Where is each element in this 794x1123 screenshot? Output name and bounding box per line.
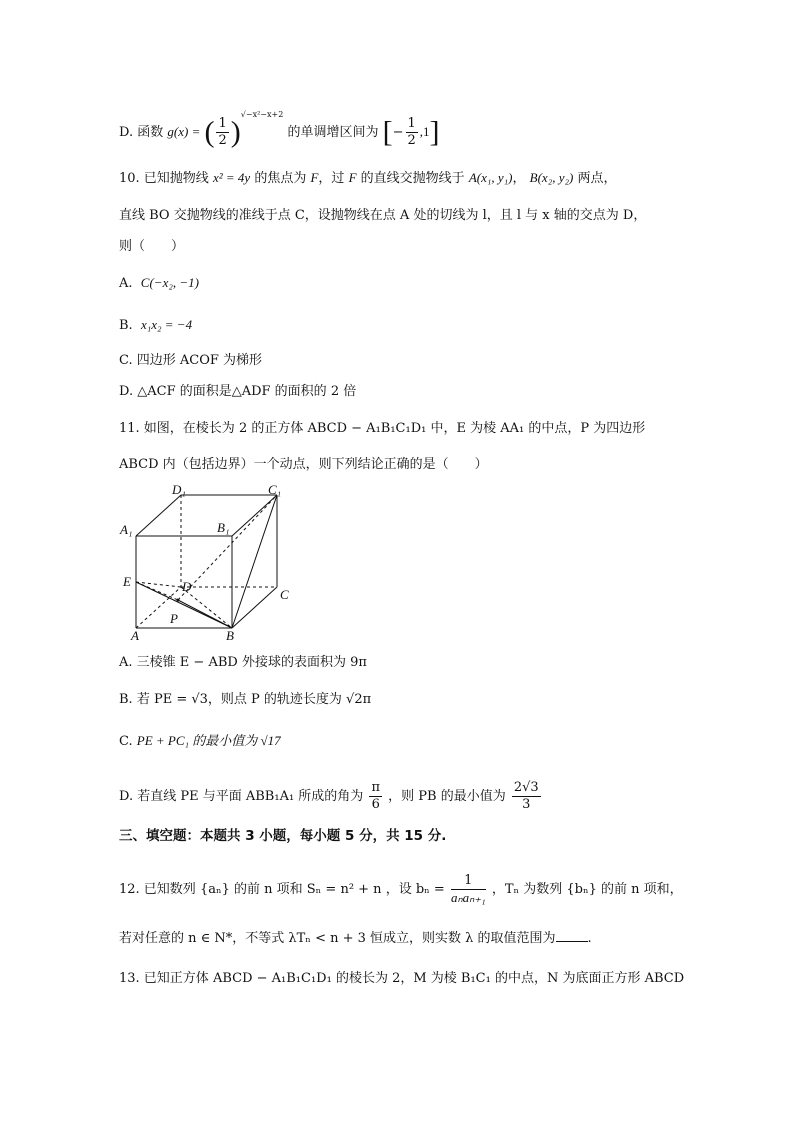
q12-stem-line1: [119, 873, 683, 906]
q9-interval-fraction: $\frac{1}{2}$: [407, 116, 416, 148]
q10-option-c: [119, 351, 262, 371]
q11-option-a: [119, 653, 367, 673]
q10-option-d: [119, 382, 356, 402]
label-a1: A₁: [120, 522, 133, 537]
q10-text-d: 的直线交抛物线于: [360, 171, 465, 186]
q11-option-b: [119, 690, 371, 710]
q12-stem-line2: [119, 929, 592, 949]
q9-interval-end: ,1: [419, 124, 430, 139]
right-paren: ): [230, 115, 241, 149]
q10-stem-line1: 10. 已知抛物线 x² = 4y 的焦点为 F，过 F 的直线交抛物线于 A(x₁, y₁)， B(x₂, y₂) 两点，: [119, 170, 617, 186]
q10-option-b: [119, 315, 192, 336]
q11-option-c-text: PE + PC₁ 的最小值为 √17: [136, 733, 281, 748]
q10-text-a: 10. 已知抛物线: [119, 171, 209, 186]
q11-min-fraction: [512, 780, 541, 813]
hidden-segment-ep: [136, 582, 178, 600]
q9-option-d: [119, 109, 440, 149]
label-c1: C₁: [268, 482, 282, 497]
q10-option-a-label: A.: [119, 276, 133, 291]
q10-option-a: [119, 273, 199, 294]
label-a: A: [131, 628, 139, 643]
q10-point-a: A(x₁, y₁): [468, 170, 513, 185]
q11-option-a-text: 三棱锥 E − ABD 外接球的表面积为 9π: [136, 655, 367, 670]
q12-fraction: [451, 873, 486, 906]
q11-angle-fraction: [369, 780, 382, 813]
q10-option-d-text: △ACF 的面积是△ADF 的面积的 2 倍: [137, 384, 357, 399]
section-3-title: 三、填空题：本题共 3 小题，每小题 5 分，共 15 分.: [119, 828, 447, 844]
q11-option-b-label: B.: [119, 692, 133, 707]
q11-option-c-label: C.: [119, 734, 133, 749]
q10-focus-2: F: [348, 170, 357, 185]
label-b: B: [226, 628, 234, 643]
label-e: E: [123, 574, 131, 589]
q9-interval-neg: −: [392, 125, 404, 140]
min-denominator: 3: [522, 797, 531, 812]
q10-option-c-text: 四边形 ACOF 为梯形: [136, 353, 263, 368]
q10-text-b: 的焦点为: [254, 171, 307, 186]
min-numerator: 2√3: [513, 780, 539, 795]
label-c: C: [280, 587, 289, 602]
q11-option-d: [119, 780, 543, 813]
cube-figure: [110, 480, 310, 645]
q9-half-fraction: $\frac{1}{2}$: [218, 116, 227, 148]
label-d1: D₁: [172, 482, 186, 497]
q12-numerator: 1: [451, 873, 486, 890]
left-bracket: [: [382, 115, 393, 149]
label-p: P: [170, 611, 178, 626]
q11-stem-line1: 11. 如图，在棱长为 2 的正方体 ABCD − A₁B₁C₁D₁ 中，E 为棱 AA₁ 的中点，P 为四边形: [119, 421, 646, 436]
angle-denominator: 6: [371, 797, 380, 812]
q10-point-b: B(x₂, y₂): [529, 170, 574, 185]
q10-option-a-text: C(−x₂, −1): [140, 275, 199, 290]
q10-stem-line3: 则（ ）: [119, 239, 185, 254]
angle-numerator: π: [371, 780, 380, 795]
label-d: D: [182, 579, 192, 594]
q11-option-b-text: 若 PE = √3，则点 P 的轨迹长度为 √2π: [136, 692, 372, 707]
left-paren: (: [204, 115, 215, 149]
q12-text-c: 若对任意的 n ∈ N*，不等式 λTₙ < n + 3 恒成立，则实数 λ 的取值范围为: [119, 931, 556, 946]
q9-option-d-text-b: 的单调增区间为: [287, 125, 379, 140]
q10-stem-line2: 直线 BO 交抛物线的准线于点 C，设抛物线在点 A 处的切线为 l，且 l 与 x 轴的交点为 D，: [119, 208, 647, 223]
right-bracket: ]: [429, 115, 440, 149]
point-p-dot: [177, 599, 180, 602]
label-b1: B₁: [217, 520, 230, 535]
q10-option-b-text: x₁x₂ = −4: [140, 317, 193, 332]
q12-text-b: ，Tₙ 为数列 {bₙ} 的前 n 项和，: [491, 882, 683, 897]
q13-stem-line1: 13. 已知正方体 ABCD − A₁B₁C₁D₁ 的棱长为 2，M 为棱 B₁C₁ 的中点，N 为底面正方形 ABCD: [119, 971, 685, 986]
q11-stem-line2: ABCD 内（包括边界）一个动点，则下列结论正确的是（ ）: [119, 457, 488, 472]
q12-denominator: aₙaₙ₊₁: [450, 890, 486, 905]
q10-equation: x² = 4y: [212, 170, 251, 185]
edge-a1d1: [136, 495, 181, 536]
q10-option-b-label: B.: [119, 318, 133, 333]
q9-exponent: √−x²−x+2: [240, 109, 284, 119]
q10-focus: F: [310, 170, 319, 185]
q10-text-e: 两点，: [577, 171, 617, 186]
q11-option-d-label: D.: [119, 789, 134, 804]
q11-option-d-text-b: ，则 PB 的最小值为: [388, 789, 506, 804]
q11-option-a-label: A.: [119, 655, 133, 670]
q12-period: .: [587, 931, 592, 946]
q10-option-c-label: C.: [119, 353, 133, 368]
hidden-segment-pc1: [178, 495, 277, 600]
q11-option-c: [119, 731, 281, 752]
q9-function: g(x) =: [167, 124, 201, 139]
answer-blank[interactable]: [556, 929, 588, 942]
q10-text-c: ，过: [318, 171, 345, 186]
q11-option-d-text-a: 若直线 PE 与平面 ABB₁A₁ 所成的角为: [137, 789, 364, 804]
q10-option-d-label: D.: [119, 384, 134, 399]
q9-option-d-text-a: 函数: [137, 125, 164, 140]
segment-pb: [178, 600, 232, 628]
q9-option-d-label: D.: [119, 125, 134, 140]
q12-text-a: 12. 已知数列 {aₙ} 的前 n 项和 Sₙ = n² + n ，设 bₙ =: [119, 882, 445, 897]
